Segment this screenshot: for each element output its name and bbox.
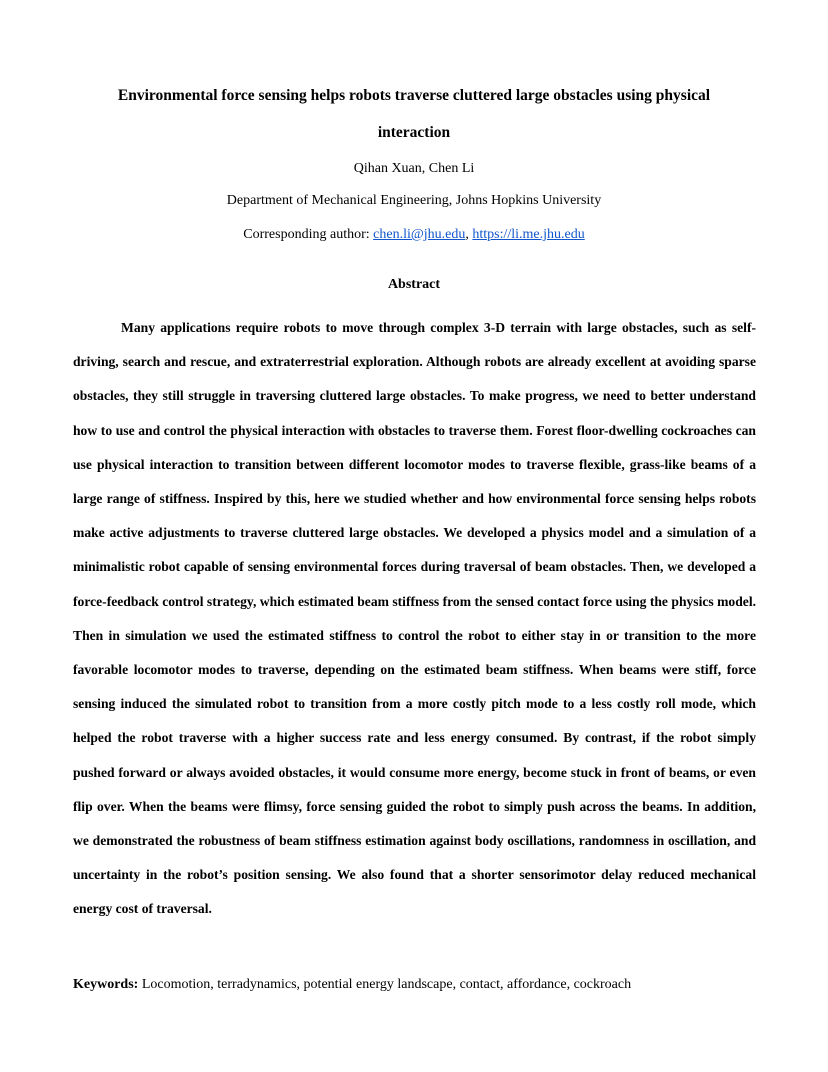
abstract-body: Many applications require robots to move through complex 3-D terrain with large obstacles, such as self-driving, search and rescue, and extraterrestrial exploration. Although robots are already excellent at avoiding sparse obstacles, they still struggle in traversing cluttered large obstacles. To make progress, we need to better understand how to use and control the physical interaction with obstacles to traverse them. Forest floor-dwelling cockroaches can use physical interaction to transition between different locomotor modes to traverse flexible, grass-like beams of a large range of stiffness. Inspired by this, here we studied whether and how environmental force sensing helps robots make active adjustments to traverse cluttered large obstacles. We developed a physics model and a simulation of a minimalistic robot capable of sensing environmental forces during traversal of beam obstacles. Then, we developed a force-feedback control strategy, which estimated beam stiffness from the sensed contact force using the physics model. Then in simulation we used the estimated stiffness to control the robot to either stay in or transition to the more favorable locomotor modes to traverse, depending on the estimated beam stiffness. When beams were stiff, force sensing induced the simulated robot to transition from a more costly pitch mode to a less costly roll mode, which helped the robot traverse with a higher success rate and less energy consumed. By contrast, if the robot simply pushed forward or always avoided obstacles, it would consume more energy, become stuck in front of beams, or even flip over. When the beams were flimsy, force sensing guided the robot to simply push across the beams. In addition, we demonstrated the robustness of beam stiffness estimation against body oscillations, randomness in oscillation, and uncertainty in the robot’s position sensing. We also found that a shorter sensorimotor delay reduced mechanical energy cost of traversal. bbox=[73, 320, 756, 917]
keywords bbox=[73, 976, 756, 994]
paper-title-line-1: Environmental force sensing helps robots traverse cluttered large obstacles using physical bbox=[117, 87, 711, 104]
keywords-text: Locomotion, terradynamics, potential energy landscape, contact, affordance, cockroach bbox=[138, 977, 632, 992]
author-list: Qihan Xuan, Chen Li bbox=[353, 161, 475, 176]
abstract-heading: Abstract bbox=[387, 277, 441, 292]
corresponding-author bbox=[0, 226, 828, 244]
link-separator: , bbox=[465, 227, 473, 242]
email-link[interactable]: chen.li@jhu.edu bbox=[373, 227, 466, 242]
paper-title-line-2: interaction bbox=[377, 124, 451, 141]
corresponding-author-label: Corresponding author: bbox=[243, 227, 374, 242]
keywords-label: Keywords: bbox=[73, 977, 139, 992]
website-link[interactable]: https://li.me.jhu.edu bbox=[472, 227, 585, 242]
affiliation: Department of Mechanical Engineering, Johns Hopkins University bbox=[226, 193, 602, 208]
